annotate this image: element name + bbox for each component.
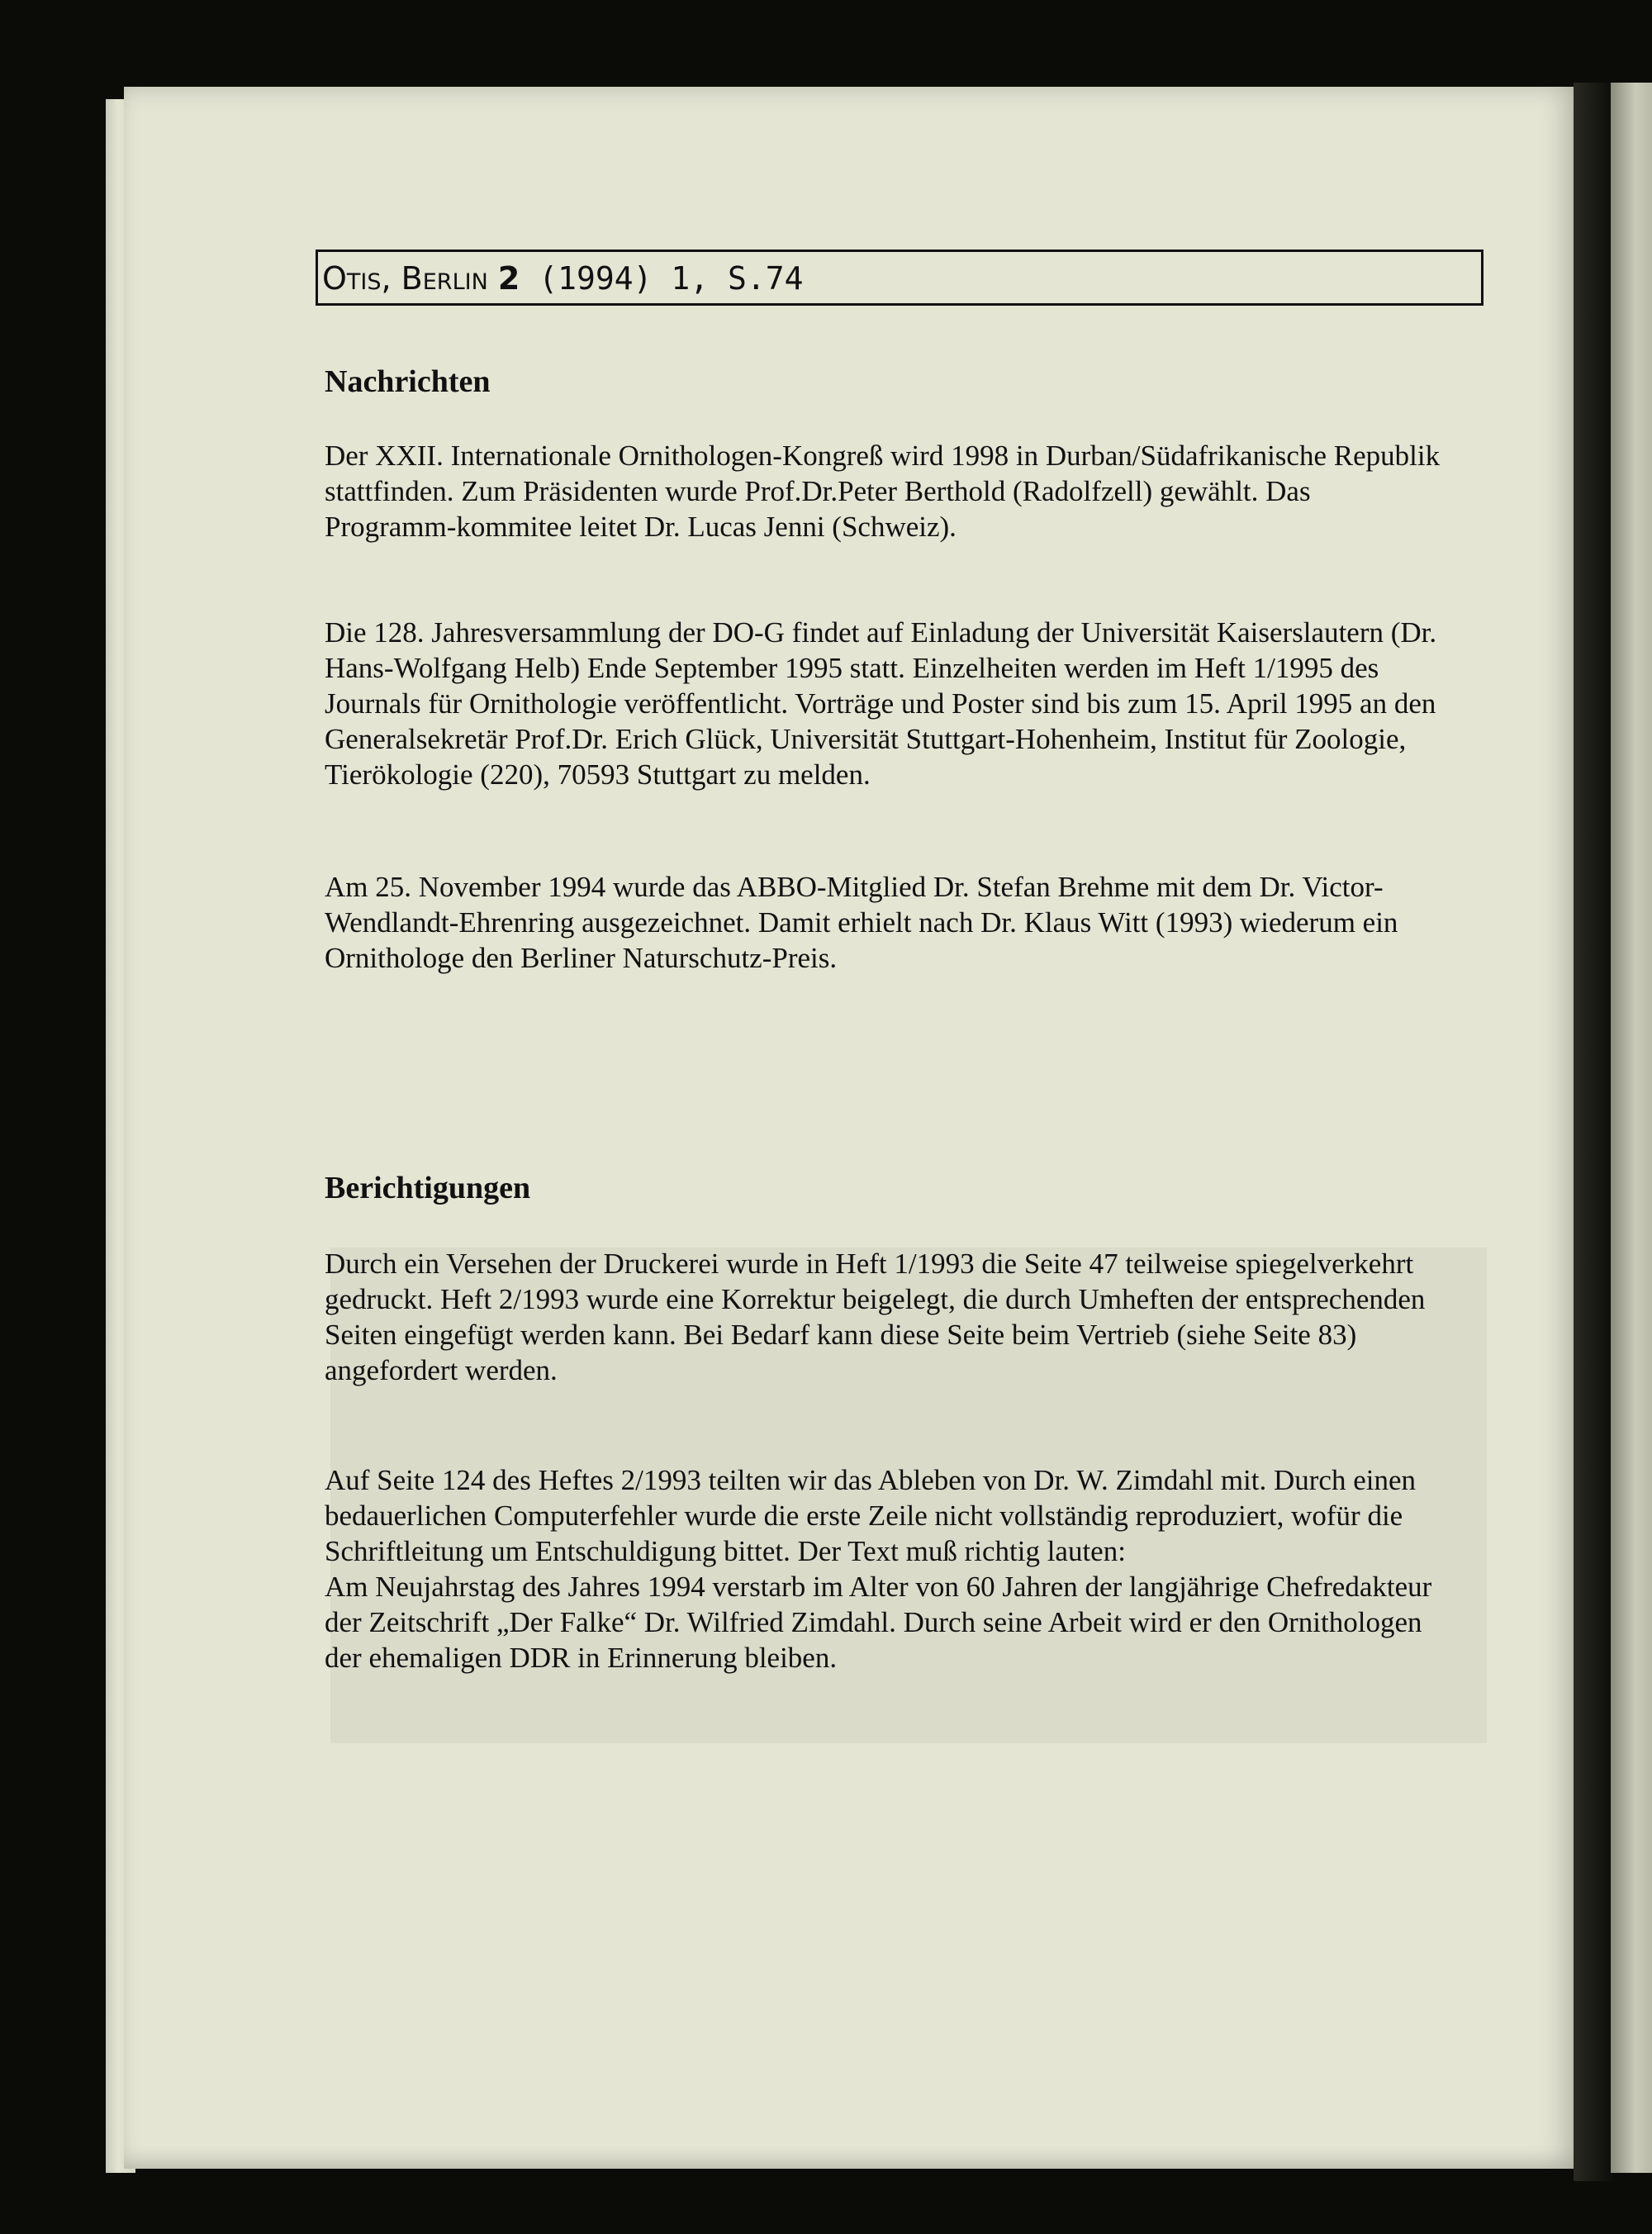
text-line: Journals für Ornithologie veröffentlicht. Vorträge und Poster sind bis zum 15. April 1995 an den (325, 687, 1436, 720)
text-line: Am 25. November 1994 wurde das ABBO-Mitglied Dr. Stefan Brehme mit dem Dr. Victor- (325, 871, 1384, 903)
text-line: bedauerlichen Computerfehler wurde die erste Zeile nicht vollständig reproduziert, wofür die (325, 1500, 1403, 1532)
citation-line (322, 260, 804, 297)
facing-page-edge (1611, 83, 1652, 2173)
text-line: Auf Seite 124 des Heftes 2/1993 teilten wir das Ableben von Dr. W. Zimdahl mit. Durch einen (325, 1464, 1417, 1496)
text-line: Schriftleitung um Entschuldigung bittet. Der Text muß richtig lauten: (325, 1535, 1126, 1567)
text-line: Ornithologe den Berliner Naturschutz-Preis. (325, 942, 838, 974)
paragraph-druckerei (325, 1246, 1481, 1388)
text-line: Programm-kommitee leitet Dr. Lucas Jenni (Schweiz). (325, 511, 957, 543)
paragraph-jahresversammlung (325, 615, 1481, 792)
section-heading-nachrichten: Nachrichten (325, 364, 491, 399)
text-line: der Zeitschrift „Der Falke“ Dr. Wilfried Zimdahl. Durch seine Arbeit wird er den Ornithologen (325, 1606, 1422, 1638)
journal-volume: 2 (497, 260, 520, 297)
section-heading-berichtigungen: Berichtigungen (325, 1171, 531, 1205)
text-line: Der XXII. Internationale Ornithologen-Kongreß wird 1998 in Durban/Südafrikanische Republik (325, 440, 1441, 472)
text-line: der ehemaligen DDR in Erinnerung bleiben. (325, 1642, 838, 1674)
text-line: Wendlandt-Ehrenring ausgezeichnet. Damit erhielt nach Dr. Klaus Witt (1993) wiederum ein (325, 906, 1398, 939)
paragraph-kongress (325, 438, 1481, 544)
text-line: Tierökologie (220), 70593 Stuttgart zu melden. (325, 758, 871, 791)
text-line: angefordert werden. (325, 1354, 558, 1386)
gutter-shadow (1574, 83, 1615, 2181)
text-line: gedruckt. Heft 2/1993 wurde eine Korrektur beigelegt, die durch Umheften der entsprechenden (325, 1283, 1426, 1315)
journal-city: , Berlin (381, 260, 498, 297)
text-line: Am Neujahrstag des Jahres 1994 verstarb im Alter von 60 Jahren der langjährige Chefredakteur (325, 1571, 1432, 1603)
text-line: Seiten eingefügt werden kann. Bei Bedarf kann diese Seite beim Vertrieb (siehe Seite 83) (325, 1319, 1357, 1351)
journal-issue-page: (1994) 1, S.74 (520, 260, 804, 297)
paragraph-zimdahl (325, 1462, 1481, 1676)
text-line: Durch ein Versehen der Druckerei wurde in Heft 1/1993 die Seite 47 teilweise spiegelverkehrt (325, 1248, 1414, 1280)
journal-name: Otis (322, 260, 382, 297)
paragraph-ehrenring (325, 869, 1481, 976)
text-line: Generalsekretär Prof.Dr. Erich Glück, Universität Stuttgart-Hohenheim, Institut für Zoologie, (325, 723, 1407, 755)
text-line: Hans-Wolfgang Helb) Ende September 1995 statt. Einzelheiten werden im Heft 1/1995 des (325, 652, 1379, 684)
text-line: Die 128. Jahresversammlung der DO-G findet auf Einladung der Universität Kaiserslautern (Dr. (325, 616, 1437, 649)
text-line: stattfinden. Zum Präsidenten wurde Prof.Dr.Peter Berthold (Radolfzell) gewählt. Das (325, 475, 1311, 507)
